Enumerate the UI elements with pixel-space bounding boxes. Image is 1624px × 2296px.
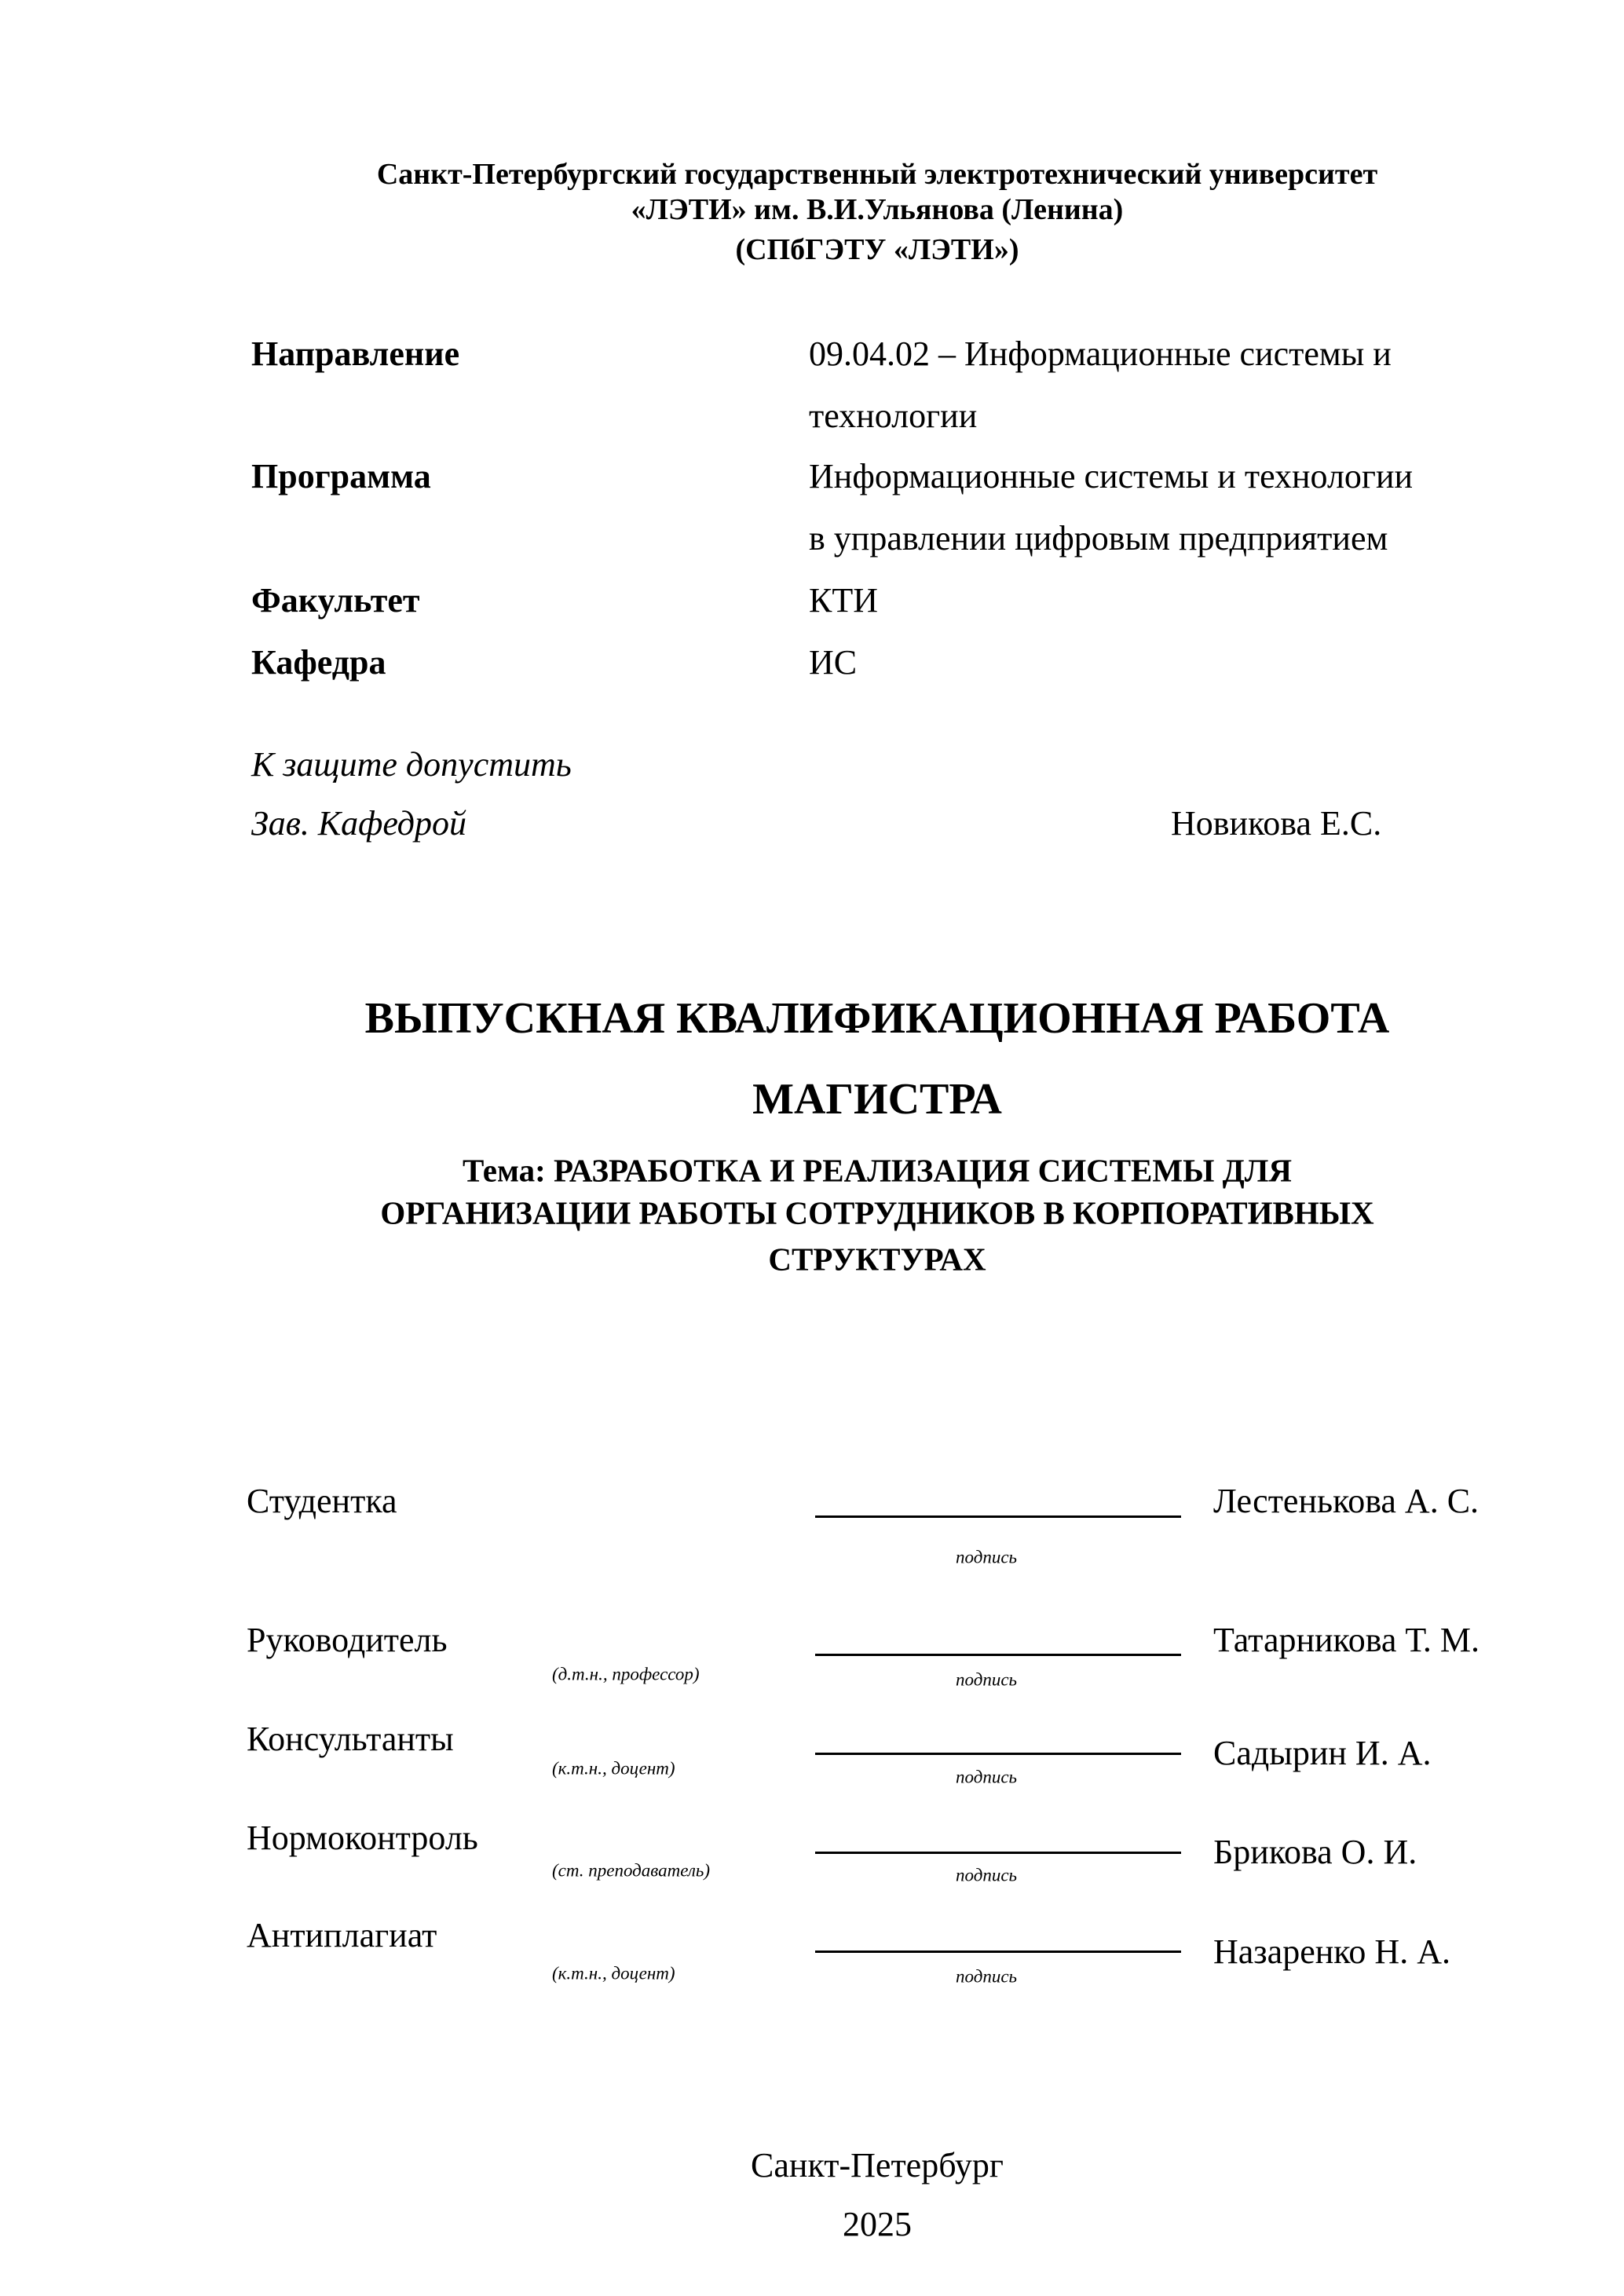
signature-line [815,1852,1181,1854]
title-line-2: МАГИСТРА [752,1075,1002,1124]
signature-role: Руководитель [247,1621,448,1659]
department-value: ИС [809,643,858,682]
signature-caption: подпись [955,1547,1018,1567]
signature-role: Антиплагиат [247,1916,437,1954]
signature-name: Садырин И. А. [1213,1734,1432,1772]
signature-role: Нормоконтроль [247,1819,478,1857]
university-name: Санкт-Петербургский государственный электротехнический университет [376,158,1378,191]
signature-degree: (к.т.н., доцент) [552,1758,675,1779]
department-label: Кафедра [251,643,386,682]
direction-label: Направление [251,335,460,373]
signature-name: Татарникова Т. М. [1213,1621,1480,1659]
theme-line-2: ОРГАНИЗАЦИИ РАБОТЫ СОТРУДНИКОВ В КОРПОРАТИВНЫХ [380,1194,1374,1231]
program-label: Программа [251,457,431,495]
direction-value: 09.04.02 – Информационные системы и [809,335,1392,373]
signature-line [815,1753,1181,1755]
signature-name: Лестенькова А. С. [1213,1482,1480,1520]
signature-line [815,1515,1181,1518]
faculty-value: КТИ [809,581,878,620]
signature-name: Назаренко Н. А. [1213,1932,1450,1971]
signature-line [815,1951,1181,1953]
signature-degree: (ст. преподаватель) [552,1860,711,1881]
head-name: Новикова Е.С. [1171,804,1382,843]
program-value-cont: в управлении цифровым предприятием [809,519,1388,558]
signature-caption: подпись [955,1767,1018,1787]
signature-degree: (к.т.н., доцент) [552,1963,675,1983]
signature-role: Консультанты [247,1720,454,1758]
city: Санкт-Петербург [751,2146,1004,2184]
direction-value-cont: технологии [809,397,978,435]
admission-text: К защите допустить [251,745,572,784]
program-value: Информационные системы и технологии [809,457,1414,495]
signature-caption: подпись [955,1966,1018,1987]
faculty-label: Факультет [251,581,420,620]
university-abbr: (СПбГЭТУ «ЛЭТИ») [735,233,1019,266]
year: 2025 [843,2205,912,2243]
signature-line [815,1654,1181,1656]
signature-name: Брикова О. И. [1213,1833,1417,1871]
university-name-2: «ЛЭТИ» им. В.И.Ульянова (Ленина) [631,193,1124,226]
signature-role: Студентка [247,1482,397,1520]
theme-line-3: СТРУКТУРАХ [768,1241,986,1278]
signature-caption: подпись [955,1669,1018,1690]
signature-degree: (д.т.н., профессор) [552,1664,700,1684]
signature-caption: подпись [955,1865,1018,1885]
title-line-1: ВЫПУСКНАЯ КВАЛИФИКАЦИОННАЯ РАБОТА [364,994,1390,1043]
head-label: Зав. Кафедрой [251,804,467,843]
theme-line-1: Тема: РАЗРАБОТКА И РЕАЛИЗАЦИЯ СИСТЕМЫ ДЛЯ [463,1152,1292,1189]
